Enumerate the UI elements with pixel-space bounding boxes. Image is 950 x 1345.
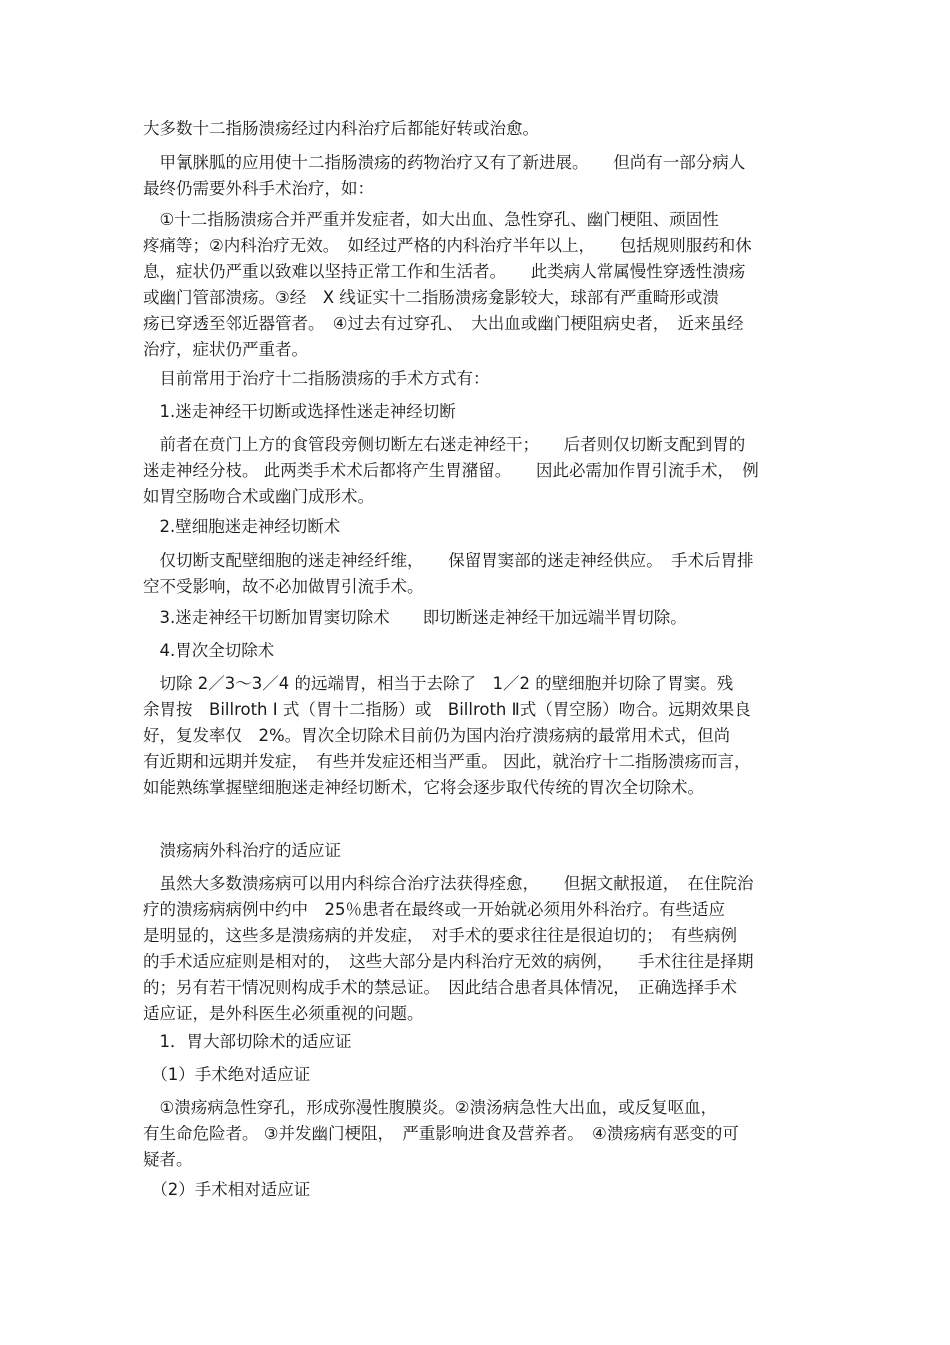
paragraph-3 — [143, 207, 813, 363]
paragraph-16 — [143, 1095, 813, 1173]
text-line: 空不受影响，故不必加做胃引流手术。 — [143, 577, 424, 596]
text-line: （1）手术绝对适应证 — [143, 1065, 311, 1084]
text-line: 有生命危险者。 ③并发幽门梗阻， 严重影响进食及营养者。 ④溃疡病有恶变的可 — [143, 1124, 739, 1143]
text-line: 好，复发率仅 2%。胃次全切除术目前仍为国内治疗溃疡病的最常用术式，但尚 — [143, 726, 731, 745]
text-line: 最终仍需要外科手术治疗，如： — [143, 179, 374, 198]
text-line: 治疗，症状仍严重者。 — [143, 340, 308, 359]
text-line: 有近期和远期并发症， 有些并发症还相当严重。 因此，就治疗十二指肠溃疡而言， — [143, 752, 751, 771]
heading-method-2 — [143, 514, 813, 540]
text-line: 3.迷走神经干切断加胃窦切除术 即切断迷走神经干加远端半胃切除。 — [143, 608, 687, 627]
text-line: 溃疡病外科治疗的适应证 — [143, 841, 341, 860]
text-line: ①十二指肠溃疡合并严重并发症者，如大出血、急性穿孔、幽门梗阻、顽固性 — [143, 210, 719, 229]
paragraph-8 — [143, 548, 813, 600]
text-line: 疼痛等；②内科治疗无效。 如经过严格的内科治疗半年以上， 包括规则服药和休 — [143, 236, 752, 255]
text-line: 余胃按 Billroth Ⅰ 式（胃十二指肠）或 Billroth Ⅱ式（胃空肠）吻合。远期效果良 — [143, 700, 751, 719]
text-line: 甲氰脒胍的应用使十二指肠溃疡的药物治疗又有了新进展。 但尚有一部分病人 — [143, 153, 746, 172]
text-line: 息，症状仍严重以致难以坚持正常工作和生活者。 此类病人常属慢性穿透性溃疡 — [143, 262, 746, 281]
text-line: 如能熟练掌握壁细胞迷走神经切断术，它将会逐步取代传统的胃次全切除术。 — [143, 778, 704, 797]
text-line: 4.胃次全切除术 — [143, 641, 275, 660]
paragraph-1 — [143, 116, 813, 142]
paragraph-6 — [143, 432, 813, 510]
text-line: 虽然大多数溃疡病可以用内科综合治疗法获得痊愈， 但据文献报道， 在住院治 — [143, 874, 754, 893]
text-line: 或幽门管部溃疡。③经 X 线证实十二指肠溃疡龛影较大，球部有严重畸形或溃 — [143, 288, 719, 307]
text-line: 是明显的，这些多是溃疡病的并发症， 对手术的要求往往是很迫切的； 有些病例 — [143, 926, 737, 945]
text-line: 疗的溃疡病病例中约中 25％患者在最终或一开始就必须用外科治疗。有些适应 — [143, 900, 725, 919]
text-line: 如胃空肠吻合术或幽门成形术。 — [143, 487, 374, 506]
heading-absolute-indication — [143, 1062, 813, 1088]
text-line: 迷走神经分枝。 此两类手术术后都将产生胃潴留。 因此必需加作胃引流手术， 例 — [143, 461, 759, 480]
text-line: 仅切断支配壁细胞的迷走神经纤维， 保留胃窦部的迷走神经供应。 手术后胃排 — [143, 551, 754, 570]
text-line: （2）手术相对适应证 — [143, 1180, 311, 1199]
heading-method-3 — [143, 605, 813, 631]
text-line: 大多数十二指肠溃疡经过内科治疗后都能好转或治愈。 — [143, 119, 539, 138]
text-line: 1.迷走神经干切断或选择性迷走神经切断 — [143, 402, 456, 421]
paragraph-4 — [143, 366, 813, 392]
text-line: 1．胃大部切除术的适应证 — [143, 1032, 352, 1051]
paragraph-13 — [143, 871, 813, 1027]
section-heading — [143, 838, 813, 864]
heading-method-1 — [143, 399, 813, 425]
paragraph-2 — [143, 150, 813, 202]
text-line: 目前常用于治疗十二指肠溃疡的手术方式有： — [143, 369, 490, 388]
text-line: 前者在贲门上方的食管段旁侧切断左右迷走神经干； 后者则仅切断支配到胃的 — [143, 435, 746, 454]
heading-method-4 — [143, 638, 813, 664]
text-line: ①溃疡病急性穿孔，形成弥漫性腹膜炎。②溃汤病急性大出血，或反复呕血， — [143, 1098, 718, 1117]
paragraph-11 — [143, 671, 813, 801]
heading-indication-1 — [143, 1029, 813, 1055]
text-line: 的；另有若干情况则构成手术的禁忌证。 因此结合患者具体情况， 正确选择手术 — [143, 978, 737, 997]
text-line: 疡已穿透至邻近器管者。 ④过去有过穿孔、 大出血或幽门梗阻病史者， 近来虽经 — [143, 314, 744, 333]
heading-relative-indication — [143, 1177, 813, 1203]
text-line: 2.壁细胞迷走神经切断术 — [143, 517, 341, 536]
text-line: 的手术适应症则是相对的， 这些大部分是内科治疗无效的病例， 手术往往是择期 — [143, 952, 754, 971]
text-line: 疑者。 — [143, 1150, 193, 1169]
text-line: 适应证，是外科医生必须重视的问题。 — [143, 1004, 424, 1023]
text-line: 切除 2／3～3／4 的远端胃，相当于去除了 1／2 的壁细胞并切除了胃窦。残 — [143, 674, 734, 693]
